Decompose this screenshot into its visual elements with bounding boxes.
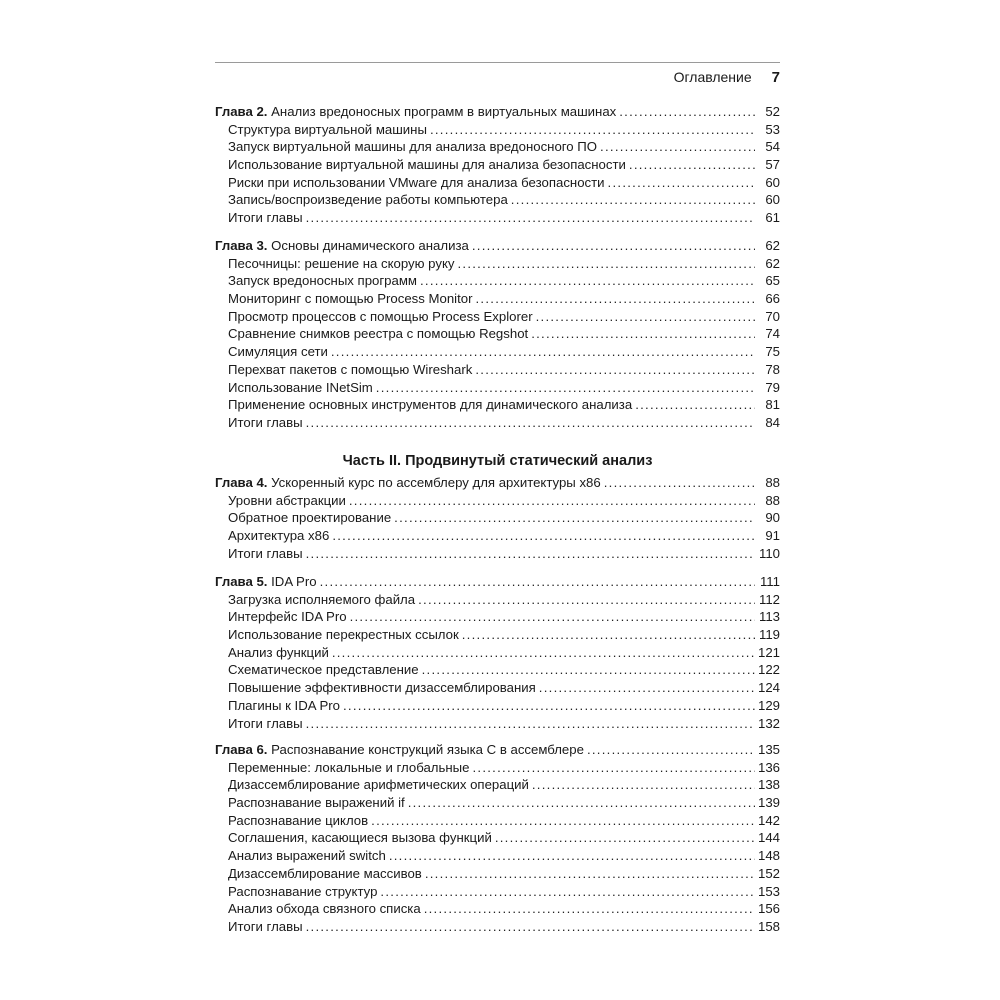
section-title: Распознавание структур (228, 883, 378, 899)
section-title: Архитектура x86 (228, 528, 330, 544)
chapter-4-block (215, 474, 780, 562)
chapter-page: 111 (759, 574, 780, 589)
section-entry[interactable] (215, 138, 780, 156)
chapter-entry[interactable] (215, 103, 780, 121)
dot-leader (320, 573, 755, 591)
section-title: Загрузка исполняемого файла (228, 591, 416, 607)
dot-leader (418, 591, 755, 609)
header-rule (215, 62, 780, 63)
dot-leader (472, 759, 755, 777)
dot-leader (587, 741, 755, 759)
section-entry[interactable] (215, 829, 780, 847)
dot-leader (532, 776, 755, 794)
running-head-title: Оглавление (673, 69, 752, 85)
section-title: Переменные: локальные и глобальные (228, 759, 470, 775)
section-title: Соглашения, касающиеся вызова функций (228, 830, 492, 846)
section-entry[interactable] (215, 794, 780, 812)
dot-leader (635, 396, 755, 414)
dot-leader (306, 545, 755, 563)
dot-leader (539, 679, 755, 697)
section-entry[interactable] (215, 509, 780, 527)
section-page: 119 (758, 627, 780, 643)
section-title: Сравнение снимков реестра с помощью Regshot (228, 326, 529, 342)
section-entry[interactable] (215, 626, 780, 644)
section-entry[interactable] (215, 492, 780, 510)
part-title: Часть II. Продвинутый статический анализ (342, 453, 653, 469)
section-title: Структура виртуальной машины (228, 121, 427, 137)
section-entry[interactable] (215, 396, 780, 414)
dot-leader (376, 379, 755, 397)
section-title: Использование виртуальной машины для анализа безопасности (228, 157, 626, 173)
section-title: Распознавание выражений if (228, 795, 405, 811)
section-title: Применение основных инструментов для динамического анализа (228, 397, 633, 413)
chapter-title: Ускоренный курс по ассемблеру для архитектуры x86 (271, 475, 601, 490)
section-title: Просмотр процессов с помощью Process Explorer (228, 308, 533, 324)
section-page: 129 (757, 697, 780, 713)
section-entry[interactable] (215, 865, 780, 883)
section-entry[interactable] (215, 697, 780, 715)
section-title: Анализ функций (228, 644, 329, 660)
dot-leader (629, 156, 755, 174)
dot-leader (371, 812, 755, 830)
section-title: Итоги главы (228, 545, 303, 561)
dot-leader (394, 509, 755, 527)
section-page: 148 (757, 848, 780, 864)
section-page: 121 (757, 644, 780, 660)
chapter-prefix: Глава 2. (215, 104, 268, 119)
dot-leader (511, 191, 755, 209)
section-page: 90 (765, 510, 780, 526)
chapter-entry[interactable] (215, 573, 780, 591)
page-number: 7 (771, 68, 780, 86)
section-title: Запуск виртуальной машины для анализа вредоносного ПО (228, 139, 598, 155)
section-entry[interactable] (215, 191, 780, 209)
section-page: 70 (765, 308, 780, 324)
chapter-prefix: Глава 5. (215, 574, 268, 589)
dot-leader (306, 918, 755, 936)
section-page: 53 (765, 121, 780, 137)
dot-leader (608, 174, 755, 192)
dot-leader (425, 865, 755, 883)
dot-leader (380, 883, 755, 901)
section-page: 65 (765, 273, 780, 289)
section-page: 139 (757, 795, 780, 811)
dot-leader (306, 414, 755, 432)
dot-leader (389, 847, 755, 865)
section-page: 88 (765, 492, 780, 508)
section-page: 81 (765, 397, 780, 413)
section-page: 144 (757, 830, 780, 846)
section-page: 122 (757, 662, 780, 678)
dot-leader (424, 900, 755, 918)
section-page: 138 (757, 777, 780, 793)
section-page: 74 (765, 326, 780, 342)
section-page: 110 (758, 545, 780, 561)
section-entry[interactable] (215, 759, 780, 777)
section-entry[interactable] (215, 290, 780, 308)
dot-leader (408, 794, 755, 812)
chapter-6-block (215, 741, 780, 936)
section-title: Симуляция сети (228, 344, 328, 360)
section-title: Анализ обхода связного списка (228, 901, 421, 917)
section-page: 84 (765, 414, 780, 430)
dot-leader (420, 272, 755, 290)
dot-leader (332, 527, 755, 545)
section-title: Запуск вредоносных программ (228, 273, 417, 289)
section-entry[interactable] (215, 343, 780, 361)
dot-leader (422, 661, 755, 679)
dot-leader (306, 209, 755, 227)
section-entry[interactable] (215, 812, 780, 830)
dot-leader (495, 829, 755, 847)
section-title: Использование INetSim (228, 379, 373, 395)
section-entry[interactable] (215, 847, 780, 865)
chapter-title: IDA Pro (271, 574, 317, 589)
section-title: Итоги главы (228, 715, 303, 731)
chapter-page: 52 (765, 104, 780, 119)
chapter-page: 62 (765, 238, 780, 253)
section-page: 79 (765, 379, 780, 395)
running-head (215, 66, 780, 88)
dot-leader (343, 697, 755, 715)
section-page: 57 (765, 157, 780, 173)
section-title: Итоги главы (228, 918, 303, 934)
section-entry[interactable] (215, 379, 780, 397)
section-page: 142 (757, 812, 780, 828)
section-page: 156 (757, 901, 780, 917)
section-entry[interactable] (215, 918, 780, 936)
section-page: 153 (757, 883, 780, 899)
dot-leader (475, 290, 755, 308)
section-entry[interactable] (215, 325, 780, 343)
dot-leader (472, 237, 755, 255)
chapter-prefix: Глава 6. (215, 742, 268, 757)
section-entry[interactable] (215, 308, 780, 326)
section-page: 60 (765, 174, 780, 190)
section-entry[interactable] (215, 679, 780, 697)
section-title: Анализ выражений switch (228, 848, 386, 864)
chapter-entry[interactable] (215, 474, 780, 492)
dot-leader (430, 121, 755, 139)
section-entry[interactable] (215, 255, 780, 273)
dot-leader (462, 626, 755, 644)
section-title: Распознавание циклов (228, 812, 369, 828)
dot-leader (531, 325, 755, 343)
section-entry[interactable] (215, 545, 780, 563)
chapter-page: 88 (765, 475, 780, 490)
section-title: Риски при использовании VMware для анализа безопасности (228, 174, 605, 190)
section-page: 91 (765, 528, 780, 544)
dot-leader (457, 255, 755, 273)
section-page: 66 (765, 291, 780, 307)
section-entry[interactable] (215, 644, 780, 662)
section-title: Плагины к IDA Pro (228, 697, 340, 713)
section-page: 112 (758, 591, 780, 607)
section-title: Итоги главы (228, 210, 303, 226)
section-page: 113 (758, 609, 780, 625)
chapter-prefix: Глава 4. (215, 475, 268, 490)
section-title: Дизассемблирование массивов (228, 865, 422, 881)
dot-leader (536, 308, 755, 326)
dot-leader (332, 644, 755, 662)
chapter-3-block (215, 237, 780, 432)
dot-leader (600, 138, 755, 156)
section-title: Запись/воспроизведение работы компьютера (228, 192, 508, 208)
section-page: 54 (765, 139, 780, 155)
chapter-entry[interactable] (215, 237, 780, 255)
dot-leader (306, 715, 755, 733)
section-title: Обратное проектирование (228, 510, 392, 526)
section-title: Использование перекрестных ссылок (228, 627, 459, 643)
dot-leader (619, 103, 755, 121)
section-title: Перехват пакетов с помощью Wireshark (228, 361, 473, 377)
chapter-2-block (215, 103, 780, 227)
section-title: Уровни абстракции (228, 492, 346, 508)
section-entry[interactable] (215, 776, 780, 794)
section-page: 158 (757, 918, 780, 934)
chapter-title: Анализ вредоносных программ в виртуальных машинах (271, 104, 617, 119)
chapter-entry[interactable] (215, 741, 780, 759)
section-entry[interactable] (215, 209, 780, 227)
section-title: Мониторинг с помощью Process Monitor (228, 291, 473, 307)
section-title: Интерфейс IDA Pro (228, 609, 347, 625)
section-title: Дизассемблирование арифметических операций (228, 777, 529, 793)
dot-leader (349, 492, 755, 510)
section-entry[interactable] (215, 591, 780, 609)
section-page: 136 (757, 759, 780, 775)
chapter-title: Основы динамического анализа (271, 238, 469, 253)
section-page: 124 (757, 680, 780, 696)
section-entry[interactable] (215, 156, 780, 174)
section-page: 78 (765, 361, 780, 377)
chapter-5-block (215, 573, 780, 732)
section-page: 152 (757, 865, 780, 881)
section-entry[interactable] (215, 608, 780, 626)
section-title: Песочницы: решение на скорую руку (228, 255, 455, 271)
section-entry[interactable] (215, 414, 780, 432)
dot-leader (331, 343, 755, 361)
section-page: 60 (765, 192, 780, 208)
section-entry[interactable] (215, 661, 780, 679)
section-page: 132 (757, 715, 780, 731)
section-entry[interactable] (215, 715, 780, 733)
section-entry[interactable] (215, 174, 780, 192)
dot-leader (475, 361, 755, 379)
section-entry[interactable] (215, 900, 780, 918)
section-page: 75 (765, 344, 780, 360)
section-page: 61 (765, 210, 780, 226)
section-entry[interactable] (215, 527, 780, 545)
chapter-page: 135 (757, 742, 780, 757)
dot-leader (350, 608, 755, 626)
chapter-prefix: Глава 3. (215, 238, 268, 253)
section-entry[interactable] (215, 272, 780, 290)
dot-leader (604, 474, 755, 492)
section-title: Итоги главы (228, 414, 303, 430)
section-entry[interactable] (215, 121, 780, 139)
section-entry[interactable] (215, 361, 780, 379)
chapter-title: Распознавание конструкций языка C в ассемблере (271, 742, 584, 757)
section-title: Схематическое представление (228, 662, 419, 678)
section-entry[interactable] (215, 883, 780, 901)
section-page: 62 (765, 255, 780, 271)
section-title: Повышение эффективности дизассемблирования (228, 680, 536, 696)
